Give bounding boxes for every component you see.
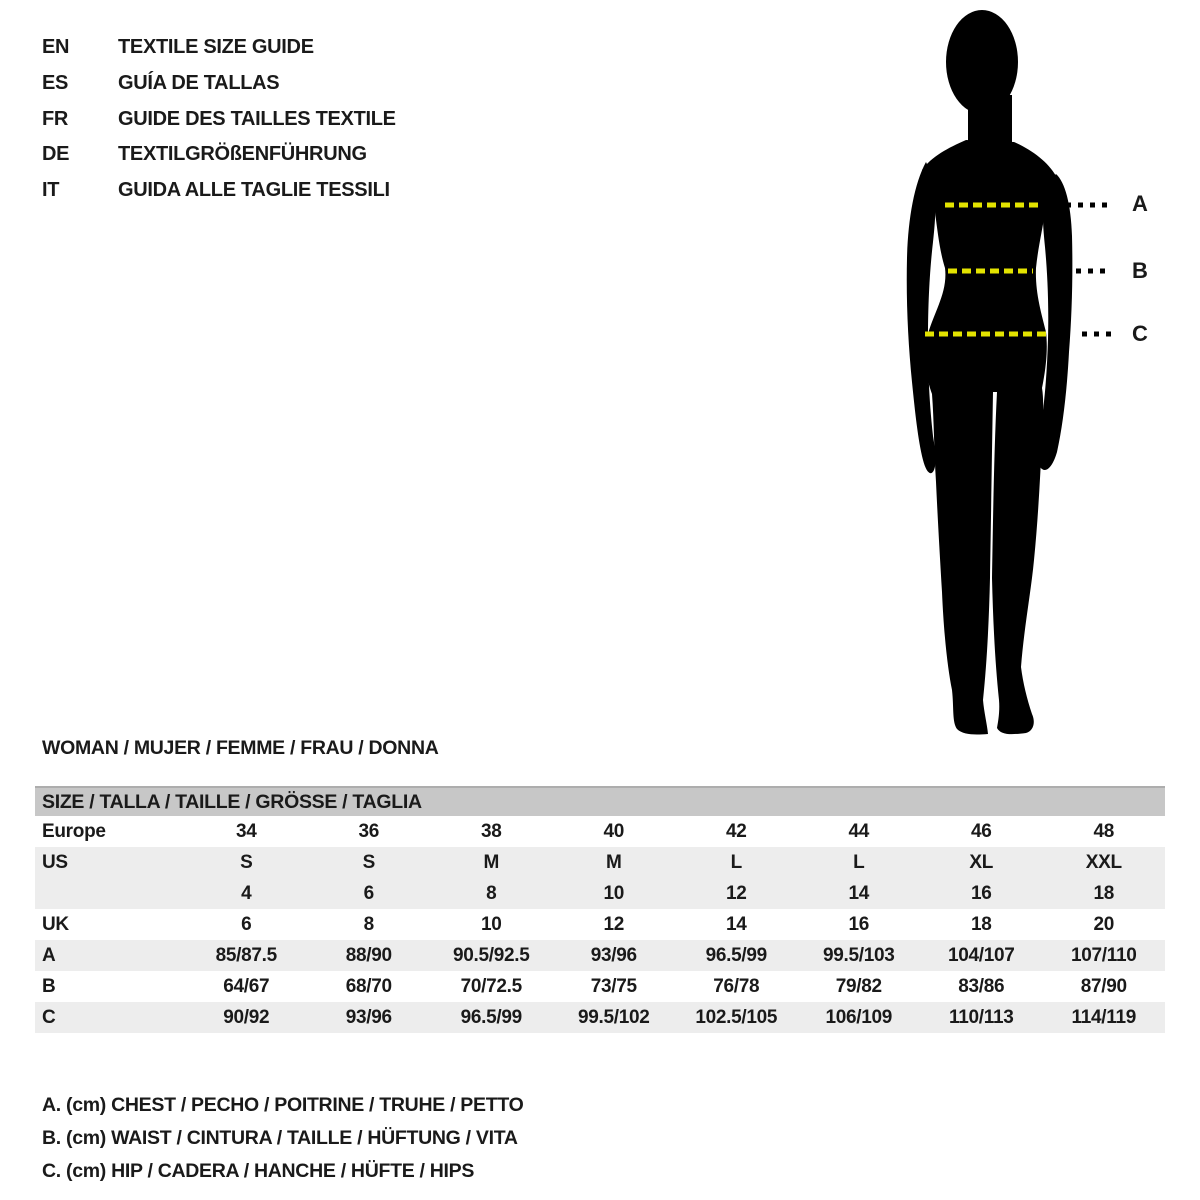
size-cell: 36 bbox=[358, 820, 380, 842]
size-cell: 38 bbox=[480, 820, 502, 842]
size-cell: 70/72.5 bbox=[460, 975, 522, 997]
table-row-us-letters bbox=[35, 847, 1165, 878]
guide-title-es: GUÍA DE TALLAS bbox=[118, 72, 280, 95]
table-row-hip-c bbox=[35, 1002, 1165, 1033]
size-cell: 96.5/99 bbox=[460, 1006, 522, 1028]
size-cell: 10 bbox=[603, 882, 625, 904]
size-cell: 73/75 bbox=[590, 975, 637, 997]
size-cell: 34 bbox=[235, 820, 257, 842]
legend-hip: C. (cm) HIP / CADERA / HANCHE / HÜFTE / HIPS bbox=[42, 1160, 475, 1182]
size-cell: 90.5/92.5 bbox=[452, 944, 530, 966]
size-cell: 93/96 bbox=[590, 944, 637, 966]
marker-label-a: A bbox=[1132, 191, 1148, 216]
language-code: FR bbox=[42, 107, 69, 130]
size-cell: 93/96 bbox=[345, 1006, 392, 1028]
size-cell: 76/78 bbox=[713, 975, 760, 997]
size-cell: 16 bbox=[848, 913, 870, 935]
silhouette-body bbox=[922, 140, 1056, 734]
size-cell: 99.5/102 bbox=[577, 1006, 650, 1028]
size-table-header: SIZE / TALLA / TAILLE / GRÖSSE / TAGLIA bbox=[35, 786, 1165, 816]
size-cell: 10 bbox=[480, 913, 502, 935]
language-row bbox=[42, 66, 396, 102]
size-cell: 48 bbox=[1093, 820, 1115, 842]
size-cell: 90/92 bbox=[223, 1006, 270, 1028]
size-table bbox=[35, 786, 1165, 1033]
size-cell: 12 bbox=[725, 882, 747, 904]
size-cell: 68/70 bbox=[345, 975, 392, 997]
row-label bbox=[35, 878, 185, 909]
row-label: UK bbox=[42, 913, 69, 935]
size-cell: M bbox=[483, 851, 500, 873]
size-cell: 83/86 bbox=[958, 975, 1005, 997]
row-label: B bbox=[42, 975, 56, 997]
size-cell: 99.5/103 bbox=[822, 944, 895, 966]
size-cell: 4 bbox=[241, 882, 252, 904]
woman-silhouette-figure bbox=[900, 0, 1200, 740]
guide-title-de: TEXTILGRÖßENFÜHRUNG bbox=[118, 143, 367, 166]
size-cell: 87/90 bbox=[1080, 975, 1127, 997]
silhouette-neck bbox=[968, 95, 1012, 147]
row-label: Europe bbox=[42, 820, 106, 842]
size-cell: XL bbox=[969, 851, 994, 873]
row-label: US bbox=[42, 851, 68, 873]
size-cell: 18 bbox=[970, 913, 992, 935]
size-cell: S bbox=[362, 851, 375, 873]
table-row-uk bbox=[35, 909, 1165, 940]
size-cell: L bbox=[853, 851, 865, 873]
table-row-europe bbox=[35, 816, 1165, 847]
size-cell: 14 bbox=[848, 882, 870, 904]
measurement-legend bbox=[42, 1089, 523, 1188]
size-cell: 107/110 bbox=[1070, 944, 1137, 966]
table-row-waist-b bbox=[35, 971, 1165, 1002]
table-row-us-numbers bbox=[35, 878, 1165, 909]
size-cell: 110/113 bbox=[949, 1006, 1014, 1028]
size-cell: 6 bbox=[241, 913, 252, 935]
row-label: A bbox=[42, 944, 56, 966]
language-row bbox=[42, 30, 396, 66]
language-code: EN bbox=[42, 36, 70, 59]
size-cell: 18 bbox=[1093, 882, 1115, 904]
guide-title-it: GUIDA ALLE TAGLIE TESSILI bbox=[118, 179, 390, 202]
size-cell: XXL bbox=[1085, 851, 1122, 873]
size-cell: 114/119 bbox=[1071, 1006, 1136, 1028]
size-cell: 6 bbox=[363, 882, 374, 904]
section-title-woman: WOMAN / MUJER / FEMME / FRAU / DONNA bbox=[42, 737, 439, 759]
language-code: DE bbox=[42, 143, 70, 166]
size-cell: 44 bbox=[848, 820, 870, 842]
table-row-chest-a bbox=[35, 940, 1165, 971]
size-cell: 12 bbox=[603, 913, 625, 935]
language-code: IT bbox=[42, 179, 60, 202]
guide-title-fr: GUIDE DES TAILLES TEXTILE bbox=[118, 107, 396, 130]
language-list bbox=[42, 30, 396, 208]
size-cell: 16 bbox=[970, 882, 992, 904]
size-cell: 106/109 bbox=[825, 1006, 893, 1028]
size-cell: 40 bbox=[603, 820, 625, 842]
marker-label-c: C bbox=[1132, 321, 1148, 346]
guide-title-en: TEXTILE SIZE GUIDE bbox=[118, 36, 314, 59]
size-cell: 85/87.5 bbox=[215, 944, 277, 966]
size-cell: 20 bbox=[1093, 913, 1115, 935]
size-cell: M bbox=[605, 851, 622, 873]
size-cell: 104/107 bbox=[947, 944, 1015, 966]
size-cell: L bbox=[730, 851, 742, 873]
size-cell: 64/67 bbox=[223, 975, 270, 997]
size-cell: 88/90 bbox=[345, 944, 392, 966]
language-code: ES bbox=[42, 72, 69, 95]
size-cell: 102.5/105 bbox=[695, 1006, 778, 1028]
size-cell: 79/82 bbox=[835, 975, 882, 997]
size-cell: 8 bbox=[486, 882, 497, 904]
size-cell: S bbox=[240, 851, 253, 873]
size-cell: 42 bbox=[725, 820, 747, 842]
size-cell: 46 bbox=[970, 820, 992, 842]
size-cell: 96.5/99 bbox=[705, 944, 767, 966]
language-row bbox=[42, 101, 396, 137]
row-label: C bbox=[42, 1006, 56, 1028]
marker-label-b: B bbox=[1132, 258, 1148, 283]
language-row bbox=[42, 173, 396, 209]
size-cell: 14 bbox=[725, 913, 747, 935]
legend-chest: A. (cm) CHEST / PECHO / POITRINE / TRUHE / PETTO bbox=[42, 1094, 524, 1116]
size-table-grid bbox=[35, 816, 1165, 1033]
silhouette-left-arm bbox=[907, 162, 936, 473]
legend-waist: B. (cm) WAIST / CINTURA / TAILLE / HÜFTUNG / VITA bbox=[42, 1127, 518, 1149]
size-cell: 8 bbox=[363, 913, 374, 935]
language-row bbox=[42, 137, 396, 173]
